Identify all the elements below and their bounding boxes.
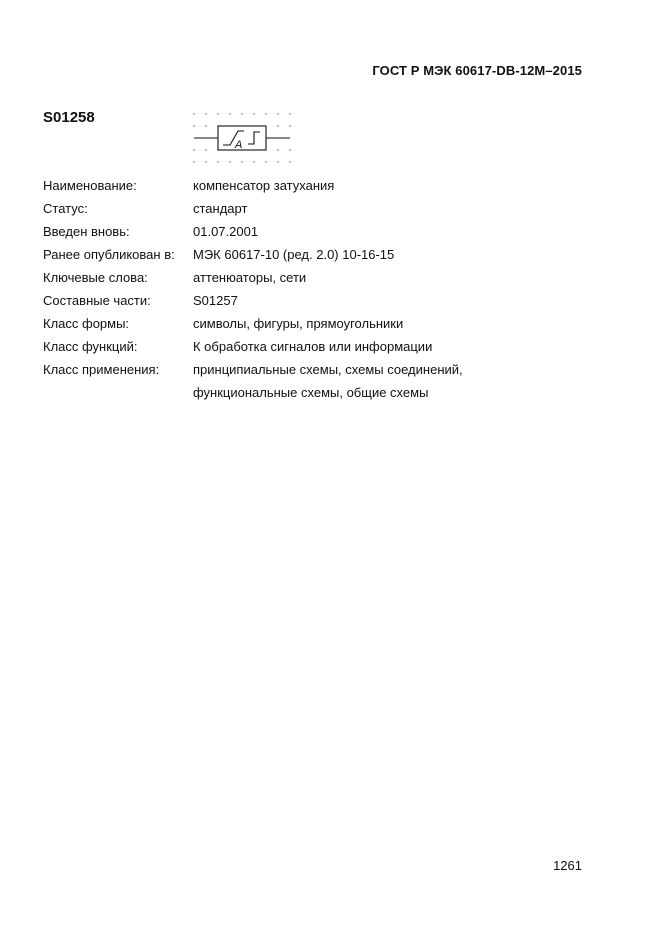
property-label: Класс применения: <box>43 362 160 377</box>
property-value: символы, фигуры, прямоугольники <box>193 316 404 331</box>
property-label: Наименование: <box>43 178 137 193</box>
property-label: Ключевые слова: <box>43 270 148 285</box>
property-row-introduced <box>43 220 463 243</box>
property-row-shape-class <box>43 312 463 335</box>
attenuation-compensator-symbol <box>190 111 296 167</box>
property-value: аттенюаторы, сети <box>193 270 307 285</box>
property-label: Ранее опубликован в: <box>43 247 175 262</box>
property-value: принципиальные схемы, схемы соединений, <box>193 362 463 377</box>
document-standard-header: ГОСТ Р МЭК 60617-DB-12M–2015 <box>372 63 582 78</box>
property-value: компенсатор затухания <box>193 178 335 193</box>
property-row-name <box>43 174 463 197</box>
property-value: МЭК 60617-10 (ред. 2.0) 10-16-15 <box>193 247 395 262</box>
property-row-application-class-continued <box>43 381 463 404</box>
properties-list <box>43 174 463 404</box>
property-row-application-class <box>43 358 463 381</box>
property-label: Класс функций: <box>43 339 138 354</box>
property-label <box>43 381 193 404</box>
symbol-letter: A <box>235 139 243 151</box>
property-row-status <box>43 197 463 220</box>
property-row-function-class <box>43 335 463 358</box>
property-value: стандарт <box>193 201 248 216</box>
page-number: 1261 <box>553 858 582 873</box>
property-label: Статус: <box>43 201 88 216</box>
property-label: Составные части: <box>43 293 151 308</box>
property-value: функциональные схемы, общие схемы <box>193 385 429 400</box>
property-row-components <box>43 289 463 312</box>
property-value: 01.07.2001 <box>193 224 259 239</box>
property-row-keywords <box>43 266 463 289</box>
symbol-code: S01258 <box>43 109 95 126</box>
property-row-previously-published <box>43 243 463 266</box>
property-value: S01257 <box>193 293 238 308</box>
property-label: Класс формы: <box>43 316 130 331</box>
property-label: Введен вновь: <box>43 224 130 239</box>
property-value: К обработка сигналов или информации <box>193 339 433 354</box>
